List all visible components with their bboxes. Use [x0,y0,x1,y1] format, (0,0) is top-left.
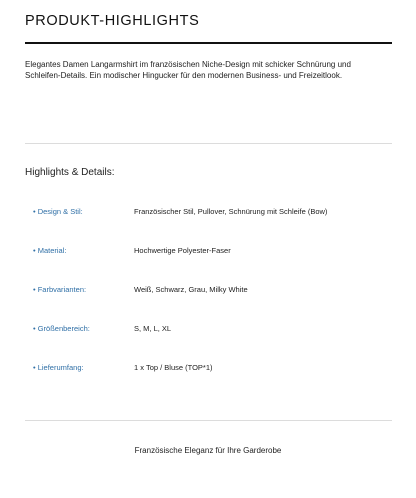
spec-label: • Farbvarianten: [33,285,87,294]
spec-row-material [33,244,392,258]
footer-divider [25,420,392,421]
spec-label: • Größenbereich: [33,324,90,333]
title-divider [25,42,392,44]
spec-row-sizes [33,322,392,336]
page-title: PRODUKT-HIGHLIGHTS [25,13,200,29]
spec-value: Hochwertige Polyester-Faser [134,246,231,255]
spec-row-colors [33,283,392,297]
spec-label: • Lieferumfang: [33,363,84,372]
spec-value: S, M, L, XL [134,324,172,333]
spec-value: Weiß, Schwarz, Grau, Milky White [134,285,248,294]
spec-value: 1 x Top / Bluse (TOP*1) [134,363,213,372]
spec-row-contents [33,361,392,375]
footer-tagline: Französische Eleganz für Ihre Garderobe [134,446,282,455]
spec-label: • Design & Stil: [33,207,83,216]
spec-value: Französischer Stil, Pullover, Schnürung mit Schleife (Bow) [134,207,328,216]
intro-text: Elegantes Damen Langarmshirt im französischen Niche-Design mit schicker Schnürung und Schleifen-Details. Ein modischer Hingucker für den modernen Business- und Freizeitlook. [25,60,351,80]
spec-row-design [33,205,392,219]
details-heading: Highlights & Details: [25,167,115,178]
section-divider [25,143,392,144]
spec-label: • Material: [33,246,67,255]
